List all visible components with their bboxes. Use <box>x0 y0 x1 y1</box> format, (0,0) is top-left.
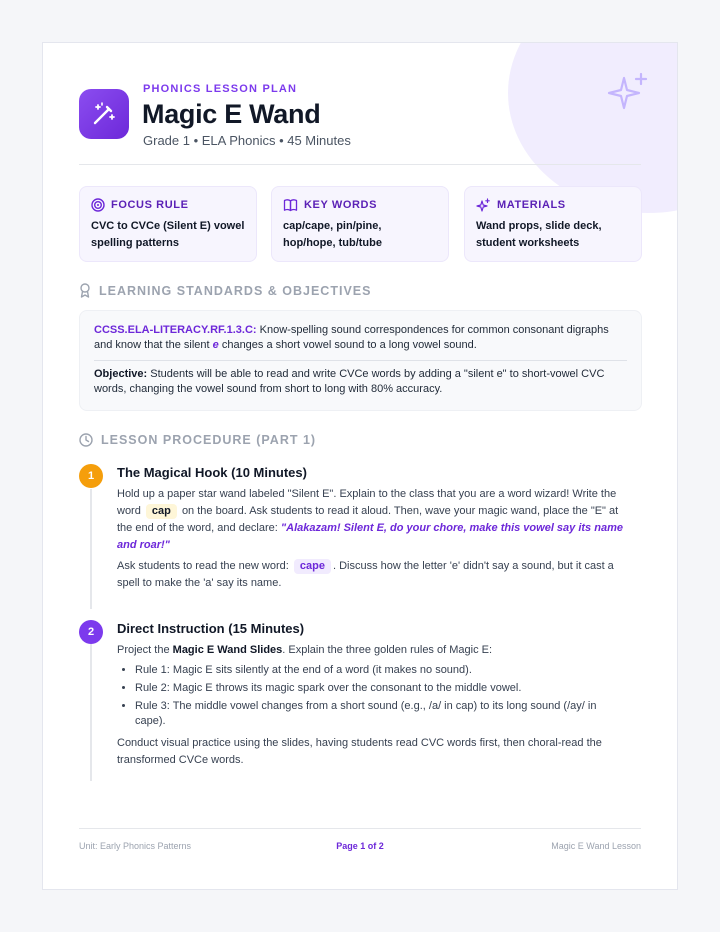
step-paragraph <box>117 642 627 659</box>
page-number: Page 1 of 2 <box>336 841 384 851</box>
standard-text-after: changes a short vowel sound to a long vowel sound. <box>221 339 477 351</box>
standard-text-before: Know-spelling sound correspondences for common consonant digraphs and know that the silent <box>94 324 609 351</box>
sparkle-decoration-icon <box>606 72 650 116</box>
standards-heading <box>79 283 371 298</box>
materials-card <box>464 186 642 262</box>
standard-statement <box>94 323 627 353</box>
card-body: cap/cape, pin/pine, hop/hope, tub/tube <box>283 220 382 249</box>
book-icon <box>283 198 298 212</box>
slides-title: Magic E Wand Slides <box>172 644 283 656</box>
list-item: • Rule 2: Magic E throws its magic spark over the consonant to the middle vowel. <box>135 681 627 696</box>
step-paragraph <box>117 486 627 554</box>
header-divider <box>79 164 641 165</box>
clock-icon <box>79 433 93 447</box>
step-title: Direct Instruction (15 Minutes) <box>117 621 305 636</box>
list-item: • Rule 3: The middle vowel changes from a short sound (e.g., /a/ in cap) to its long sound (/ay/ in cape). <box>135 699 627 729</box>
timeline-connector <box>90 489 92 609</box>
list-item: • Rule 1: Magic E sits silently at the end of a word (it makes no sound). <box>135 663 627 678</box>
objective-label: Objective: <box>94 368 148 380</box>
magic-wand-icon <box>90 100 118 128</box>
magic-wand-logo <box>79 89 129 139</box>
rules-list <box>135 663 627 729</box>
card-title: MATERIALS <box>497 199 566 211</box>
step-text: . Discuss how the letter 'e' didn't say a sound, but it cast a spell to make the 'a' say its name. <box>117 560 614 589</box>
key-words-card <box>271 186 449 262</box>
standards-divider <box>94 360 627 361</box>
step-text: on the board. Ask students to read it aloud. Then, wave your magic wand, place the "E" at the end of the word, and declare: <box>117 505 619 534</box>
footer-divider <box>79 828 641 829</box>
card-body: CVC to CVCe (Silent E) vowel spelling patterns <box>91 220 245 249</box>
standards-box <box>79 310 642 411</box>
step-paragraph: Conduct visual practice using the slides, having students read CVC words first, then choral-read the transformed CVCe words. <box>117 737 602 766</box>
standard-code: CCSS.ELA-LITERACY.RF.1.3.C: <box>94 324 257 336</box>
step-paragraph <box>117 558 627 592</box>
step-number-badge: 1 <box>79 464 103 488</box>
doc-eyebrow: PHONICS LESSON PLAN <box>143 83 298 95</box>
card-title: KEY WORDS <box>304 199 378 211</box>
step-title: The Magical Hook (10 Minutes) <box>117 465 307 480</box>
section-title: LEARNING STANDARDS & OBJECTIVES <box>99 283 372 298</box>
section-title: LESSON PROCEDURE (PART 1) <box>101 433 317 447</box>
step-text: . Explain the three golden rules of Magic E: <box>282 644 493 656</box>
objective-text: Students will be able to read and write CVCe words by adding a "silent e" to short-vowel CVC words, changing the vowel sound from short to long with 80% accuracy. <box>94 368 605 395</box>
footer-unit: Unit: Early Phonics Patterns <box>79 841 192 851</box>
summary-cards <box>79 186 642 262</box>
procedure-step-1 <box>117 464 627 596</box>
step-number-badge: 2 <box>79 620 103 644</box>
word-chip-cape: cape <box>294 559 331 574</box>
procedure-step-2 <box>117 620 627 773</box>
footer-lesson-name: Magic E Wand Lesson <box>551 841 641 851</box>
card-title: FOCUS RULE <box>111 199 189 211</box>
magic-chant-quote: "Alakazam! Silent E, do your chore, make this vowel say its name and roar!" <box>117 522 623 551</box>
word-chip-cap: cap <box>146 504 177 519</box>
page-subtitle: Grade 1 • ELA Phonics • 45 Minutes <box>143 133 351 148</box>
focus-rule-card <box>79 186 257 262</box>
step-text: Hold up a paper star wand labeled "Silent E". Explain to the class that you are a word wizard! Write the word <box>117 488 617 517</box>
award-ribbon-icon <box>79 283 91 298</box>
timeline-connector <box>90 644 92 781</box>
objective-statement <box>94 367 627 397</box>
lesson-page <box>42 42 678 890</box>
card-body: Wand props, slide deck, student worksheets <box>476 220 602 249</box>
silent-letter: e <box>212 339 219 351</box>
target-icon <box>91 198 105 212</box>
step-text: Project the <box>117 644 170 656</box>
page-title: Magic E Wand <box>142 99 321 129</box>
sparkles-icon <box>476 198 491 213</box>
procedure-heading <box>79 433 316 447</box>
step-text: Ask students to read the new word: <box>117 560 289 572</box>
